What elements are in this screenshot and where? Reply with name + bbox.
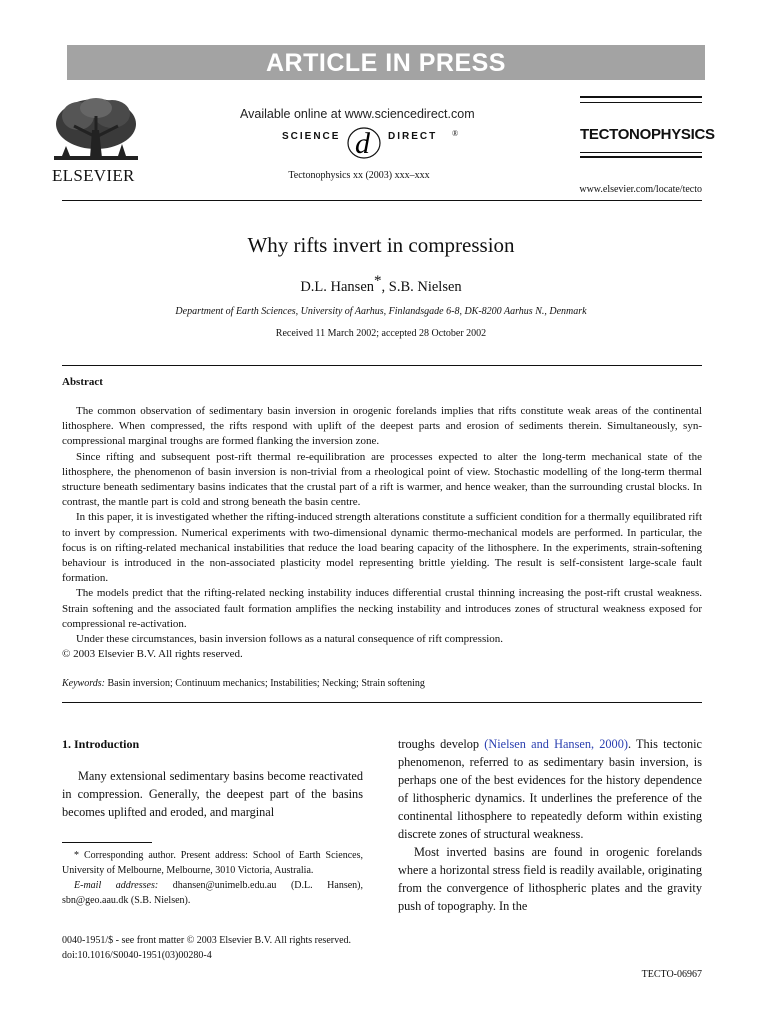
sd-logo-reg: ® bbox=[452, 129, 459, 138]
elsevier-tree-logo bbox=[52, 96, 140, 166]
body-text: . This tectonic phenomenon, referred to as sedimentary basin inversion, is perhaps one of the best evidences for the history dependence of lithospheric dynamics. It underlines the preference of the continental lithosphere to repeatedly deform within existing discrete zones of structural weakness. bbox=[398, 737, 702, 841]
header-rule-2 bbox=[580, 102, 702, 103]
left-column-text bbox=[62, 767, 363, 821]
article-code: TECTO-06967 bbox=[641, 969, 702, 980]
received-dates: Received 11 March 2002; accepted 28 October 2002 bbox=[275, 328, 487, 339]
affiliation: Department of Earth Sciences, University of Aarhus, Finlandsgade 6-8, DK-8200 Aarhus N., Denmark bbox=[175, 306, 587, 317]
abstract-paragraph: In this paper, it is investigated whether the rifting-induced strength alterations constitute a sufficient condition for a thermally equilibrated rift to invert by compression. Numerical experiments with two-dimensional dynamic thermo-mechanical models are performed. In particular, the focus is on rifting-related mechanical instabilities that reduce the load bearing capacity of the lithosphere. In the experiments, strain-softening behaviour is introduced in the non-associated plasticity model representing brittle yielding. The result is self-consistent large-scale fault formation. bbox=[62, 511, 702, 585]
abstract-body bbox=[62, 404, 702, 647]
abstract-paragraph: The models predict that the rifting-related necking instability induces differential crustal thinning increasing the post-rift crustal weakness. Strain softening and the associated fault formation amplifies the necking instability and introduces zones of structural weakness exposed for compressional re-activation. bbox=[62, 587, 702, 630]
sciencedirect-availability: Available online at www.sciencedirect.com bbox=[240, 107, 475, 121]
email-label: E-mail addresses: bbox=[74, 880, 159, 891]
article-title: Why rifts invert in compression bbox=[247, 233, 515, 257]
article-authors bbox=[0, 273, 762, 296]
issn-line: 0040-1951/$ - see front matter © 2003 Elsevier B.V. All rights reserved. bbox=[62, 935, 352, 946]
keywords-label: Keywords: bbox=[62, 678, 105, 689]
keywords bbox=[62, 678, 425, 689]
abstract-heading: Abstract bbox=[62, 376, 103, 388]
header-rule-3 bbox=[580, 152, 702, 153]
corresponding-author-note: * Corresponding author. Present address: School of Earth Sciences, University of Melbourne, Melbourne, 3010 Victoria, Australia. bbox=[62, 850, 363, 876]
email-list[interactable]: dhansen@unimelb.edu.au (D.L. Hansen), sbn@geo.aau.dk (S.B. Nielsen). bbox=[62, 880, 363, 906]
abstract-paragraph: Since rifting and subsequent post-rift thermal re-equilibration are processes expected to alter the long-term mechanical state of the lithosphere, the phenomenon of basin inversion is non-trivial from a rheological point of view. Stochastic modelling of the long-term thermal structure beneath sedimentary basins indicates that the crustal part of a rift is warmer, and hence weaker, than the surrounding crustal blocks. In contrast, the mantle part is cold and strong beneath the basin centre. bbox=[62, 450, 702, 509]
sciencedirect-logo bbox=[282, 125, 482, 161]
body-paragraph: Most inverted basins are found in orogenic forelands where a horizontal stress field is readily available, originating from the convergence of lithospheric plates and the gravity push of topography. In the bbox=[398, 845, 702, 913]
footnote-rule bbox=[62, 842, 152, 843]
abstract-paragraph: The common observation of sedimentary basin inversion in orogenic forelands implies that rifts constitute weak areas of the continental lithosphere. When compressed, the rifts respond with uplift of the deepest parts and erosion of sediments therein. Simultaneously, syn-compressional marginal troughs are formed flanking the inversion zone. bbox=[62, 405, 702, 448]
doi-line[interactable]: doi:10.1016/S0040-1951(03)00280-4 bbox=[62, 950, 212, 961]
journal-url[interactable]: www.elsevier.com/locate/tecto bbox=[579, 184, 702, 195]
abstract-bottom-rule bbox=[62, 702, 702, 703]
citation-link[interactable]: (Nielsen and Hansen, 2000) bbox=[484, 737, 628, 751]
header-rule-4 bbox=[580, 156, 702, 158]
body-paragraph bbox=[398, 735, 702, 843]
footnote bbox=[62, 848, 363, 908]
email-addresses bbox=[62, 878, 363, 908]
body-paragraph: Many extensional sedimentary basins become reactivated in compression. Generally, the deepest part of the basins becomes uplifted and eroded, and marginal bbox=[62, 769, 363, 819]
front-matter bbox=[62, 933, 351, 963]
keywords-list: Basin inversion; Continuum mechanics; Instabilities; Necking; Strain softening bbox=[104, 678, 425, 689]
header-separator bbox=[62, 200, 702, 201]
journal-reference: Tectonophysics xx (2003) xxx–xxx bbox=[288, 170, 430, 181]
header-rule-1 bbox=[580, 96, 702, 98]
corresponding-author-mark[interactable]: * bbox=[374, 273, 382, 289]
body-text: troughs develop bbox=[398, 737, 485, 751]
sd-logo-mark bbox=[346, 125, 382, 161]
abstract-paragraph: Under these circumstances, basin inversion follows as a natural consequence of rift compression. bbox=[76, 633, 504, 646]
author-1: D.L. Hansen bbox=[300, 278, 375, 295]
elsevier-wordmark: ELSEVIER bbox=[52, 166, 135, 185]
article-in-press-banner: ARTICLE IN PRESS bbox=[67, 45, 705, 80]
sd-logo-right: DIRECT bbox=[388, 131, 438, 142]
right-column-text bbox=[398, 735, 702, 915]
sd-logo-left: SCIENCE bbox=[282, 131, 341, 142]
journal-name: TECTONOPHYSICS bbox=[580, 126, 715, 143]
author-2: , S.B. Nielsen bbox=[381, 278, 462, 295]
abstract-copyright: © 2003 Elsevier B.V. All rights reserved. bbox=[62, 648, 243, 660]
section-heading-introduction: 1. Introduction bbox=[62, 737, 140, 751]
svg-text:d: d bbox=[355, 127, 370, 160]
abstract-top-rule bbox=[62, 365, 702, 366]
